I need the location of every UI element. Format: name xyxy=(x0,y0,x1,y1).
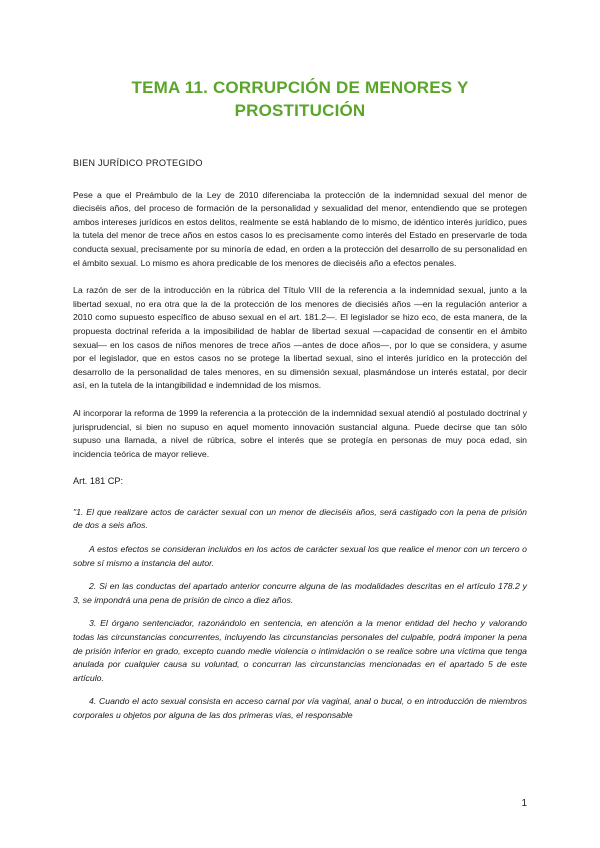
paragraph: Pese a que el Preámbulo de la Ley de 2010 diferenciaba la protección de la indemnidad sexual del menor de dieciséis años, del proceso de formación de la personalidad y sexualidad del menor, entendiendo que se protegen ambos intereses jurídicos en estos delitos, realmente se está hablando de lo mismo, de idéntico interés jurídico, pues la tutela del menor de trece años en estos casos lo es precisamente como interés del Estado en preservarle de toda conducta sexual, precisamente por su minoría de edad, en orden a la protección del desarrollo de su personalidad en el ámbito sexual. Lo mismo es ahora predicable de los menores de dieciséis año a efectos penales. xyxy=(73,189,527,268)
page-number: 1 xyxy=(521,798,527,809)
article-quote: "1. El que realizare actos de carácter sexual con un menor de dieciséis años, será castigado con la pena de prisión de dos a seis años. xyxy=(73,506,527,531)
section-heading: BIEN JURÍDICO PROTEGIDO xyxy=(73,158,203,168)
article-quote: 2. Si en las conductas del apartado anterior concurre alguna de las modalidades descritas en el artículo 178.2 y 3, se impondrá una pena de prisión de cinco a diez años. xyxy=(73,581,527,605)
article-quote: A estos efectos se consideran incluidos en los actos de carácter sexual los que realice el menor con un tercero o sobre sí mismo a instancia del autor. xyxy=(73,544,527,568)
paragraph: Al incorporar la reforma de 1999 la referencia a la protección de la indemnidad sexual atendió al postulado doctrinal y jurisprudencial, si bien no supuso en aquel momento innovación sustancial alguna. Puede decirse que tan sólo supuso una llamada, a nivel de rúbrica, sobre el interés que se protegía en personas de muy poca edad, sin incidencia teórica de mayor relieve. xyxy=(73,407,527,459)
document-body xyxy=(73,157,527,733)
article-label: Art. 181 CP: xyxy=(73,476,124,487)
article-quote: 4. Cuando el acto sexual consista en acceso carnal por vía vaginal, anal o bucal, o en introducción de miembros corporales u objetos por alguna de las dos primeras vías, el responsable xyxy=(73,696,527,720)
document-title: TEMA 11. CORRUPCIÓN DE MENORES Y PROSTITUCIÓN xyxy=(131,78,469,120)
paragraph: La razón de ser de la introducción en la rúbrica del Título VIII de la referencia a la indemnidad sexual, junto a la libertad sexual, no era otra que la de la protección de los menores de diecisiés años —en la regulación anterior a 2010 como supuesto específico de abuso sexual en el art. 181.2—. El legislador se hizo eco, de esta manera, de la propuesta doctrinal referida a la imposibilidad de hablar de libertad sexual —capacidad de consentir en el ámbito sexual— en los casos de niños menores de trece años —antes de doce años—, por lo que se considera, y asume por el legislador, que en estos casos no se protege la libertad sexual, sino el interés jurídico en la protección del desarrollo de la personalidad de tales menores, en su dimensión sexual, plasmándose un interés estatal, por decir así, en la tutela de la intangibilidad e indemnidad de los mismos. xyxy=(73,285,527,391)
article-quote: 3. El órgano sentenciador, razonándolo en sentencia, en atención a la menor entidad del hecho y valorando todas las circunstancias concurrentes, incluyendo las circunstancias personales del culpable, podrá imponer la pena de prisión inferior en grado, excepto cuando medie violencia o intimidación o se realice sobre una víctima que tenga anulada por cualquier causa su voluntad, o concurran las circunstancias mencionadas en el apartado 5 de este artículo. xyxy=(73,618,527,683)
